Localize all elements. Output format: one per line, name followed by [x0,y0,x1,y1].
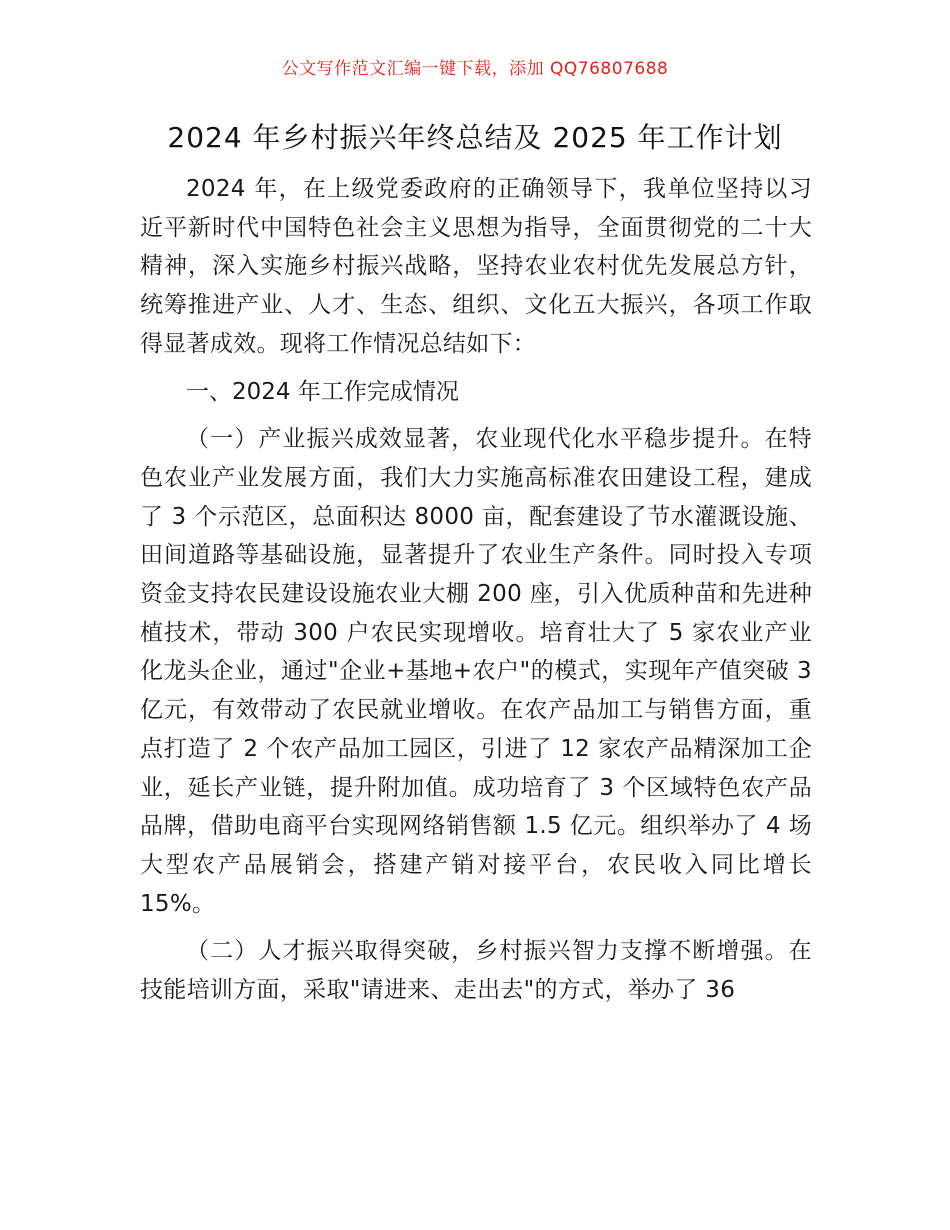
download-banner[interactable]: 公文写作范文汇编一键下载，添加 QQ76807688 [281,59,669,79]
industry-paragraph: （一）产业振兴成效显著，农业现代化水平稳步提升。在特色农业产业发展方面，我们大力实施高标准农田建设工程，建成了 3 个示范区，总面积达 8000 亩，配套建设了节水灌溉设施、田间道路等基础设施，显著提升了农业生产条件。同时投入专项资金支持农民建设设施农业大棚 200 座，引入优质种苗和先进种植技术，带动 300 户农民实现增收。培育壮大了 5 家农业产业化龙头企业，通过"企业+基地+农户"的模式，实现年产值突破 3 亿元，有效带动了农民就业增收。在农产品加工与销售方面，重点打造了 2 个农产品加工园区，引进了 12 家农产品精深加工企业，延长产业链，提升附加值。成功培育了 3 个区域特色农产品品牌，借助电商平台实现网络销售额 1.5 亿元。组织举办了 4 场大型农产品展销会，搭建产销对接平台，农民收入同比增长 15%。 [140,426,812,917]
intro-paragraph: 2024 年，在上级党委政府的正确领导下，我单位坚持以习近平新时代中国特色社会主义思想为指导，全面贯彻党的二十大精神，深入实施乡村振兴战略，坚持农业农村优先发展总方针，统筹推进产业、人才、生态、组织、文化五大振兴，各项工作取得显著成效。现将工作情况总结如下： [140,176,812,357]
talent-paragraph: （二）人才振兴取得突破，乡村振兴智力支撑不断增强。在技能培训方面，采取"请进来、走出去"的方式，举办了 36 [140,938,812,1004]
document-body [140,170,812,1019]
section-heading: 一、2024 年工作完成情况 [186,378,459,405]
document-title: 2024 年乡村振兴年终总结及 2025 年工作计划 [167,121,783,154]
